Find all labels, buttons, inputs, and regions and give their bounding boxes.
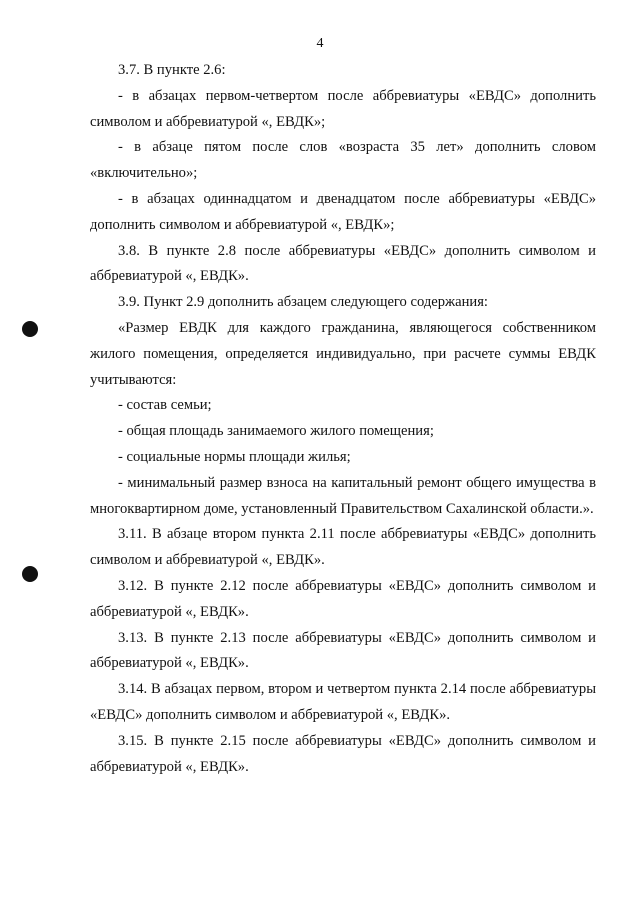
punch-hole-mark [22,566,38,582]
paragraph-3-9-list-2: - общая площадь занимаемого жилого помещения; [118,423,434,440]
paragraph-3-13: 3.13. В пункте 2.13 после аббревиатуры «ЕВДС» дополнить символом и аббревиатурой «, ЕВДК». [90,629,596,672]
paragraph-3-7-item-2: - в абзаце пятом после слов «возраста 35 лет» дополнить словом «включительно»; [90,139,596,182]
paragraph-3-8: 3.8. В пункте 2.8 после аббревиатуры «ЕВДС» дополнить символом и аббревиатурой «, ЕВДК». [90,242,596,285]
paragraph-3-9-list-3: - социальные нормы площади жилья; [118,448,351,465]
paragraph-3-9-list-4: - минимальный размер взноса на капитальный ремонт общего имущества в многоквартирном доме, установленный Правительством Сахалинской области.». [90,474,596,517]
page-number: 4 [316,36,324,51]
paragraph-3-7-item-1: - в абзацах первом-четвертом после аббревиатуры «ЕВДС» дополнить символом и аббревиатурой «, ЕВДК»; [90,87,596,130]
paragraph-3-11: 3.11. В абзаце втором пункта 2.11 после аббревиатуры «ЕВДС» дополнить символом и аббревиатурой «, ЕВДК». [90,526,596,569]
paragraph-3-9-quote: «Размер ЕВДК для каждого гражданина, являющегося собственником жилого помещения, определяется индивидуально, при расчете суммы ЕВДК учитываются: [90,319,596,388]
paragraph-3-15: 3.15. В пункте 2.15 после аббревиатуры «ЕВДС» дополнить символом и аббревиатурой «, ЕВДК». [90,732,596,775]
paragraph-3-7: 3.7. В пункте 2.6: [118,62,226,78]
paragraph-3-9: 3.9. Пункт 2.9 дополнить абзацем следующего содержания: [118,294,488,311]
punch-hole-mark [22,321,38,337]
paragraph-3-9-list-1: - состав семьи; [118,397,212,414]
paragraph-3-12: 3.12. В пункте 2.12 после аббревиатуры «ЕВДС» дополнить символом и аббревиатурой «, ЕВДК». [90,577,596,620]
paragraph-3-7-item-3: - в абзацах одиннадцатом и двенадцатом после аббревиатуры «ЕВДС» дополнить символом и аббревиатурой «, ЕВДК»; [90,190,596,233]
document-body [90,58,596,780]
paragraph-3-14: 3.14. В абзацах первом, втором и четвертом пункта 2.14 после аббревиатуры «ЕВДС» дополнить символом и аббревиатурой «, ЕВДК». [90,681,596,723]
